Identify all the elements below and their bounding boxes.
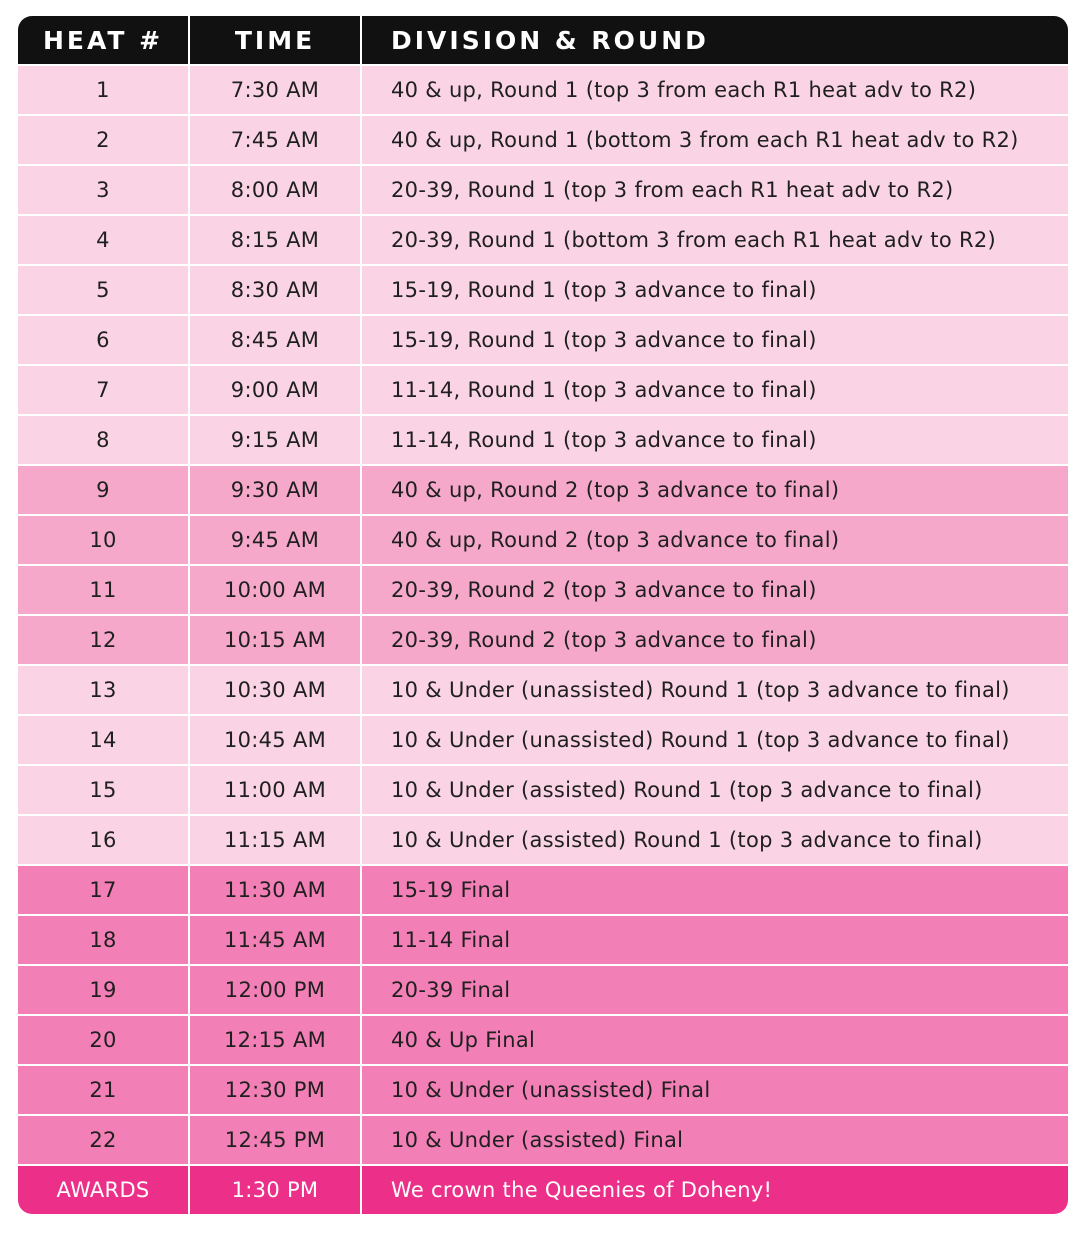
- time-cell: 7:30 AM: [190, 66, 362, 114]
- heat-cell: 11: [18, 566, 190, 614]
- heat-cell: 3: [18, 166, 190, 214]
- division-cell: 10 & Under (unassisted) Round 1 (top 3 advance to final): [391, 678, 1010, 702]
- heat-cell: 17: [18, 866, 190, 914]
- time-cell: 8:30 AM: [190, 266, 362, 314]
- table-row: [18, 214, 1068, 264]
- heat-cell: 4: [18, 216, 190, 264]
- division-cell: 10 & Under (assisted) Round 1 (top 3 advance to final): [391, 778, 983, 802]
- table-row: [18, 564, 1068, 614]
- heat-cell: 2: [18, 116, 190, 164]
- time-cell: 11:30 AM: [190, 866, 362, 914]
- time-cell: 1:30 PM: [190, 1166, 362, 1214]
- table-row: [18, 414, 1068, 464]
- division-cell: 15-19, Round 1 (top 3 advance to final): [391, 278, 817, 302]
- division-cell: 40 & up, Round 1 (bottom 3 from each R1 heat adv to R2): [391, 128, 1019, 152]
- awards-row: [18, 1164, 1068, 1214]
- heat-cell: 13: [18, 666, 190, 714]
- time-cell: 10:30 AM: [190, 666, 362, 714]
- division-cell: 20-39, Round 2 (top 3 advance to final): [391, 628, 817, 652]
- table-row: [18, 164, 1068, 214]
- header-heat: HEAT #: [18, 16, 190, 64]
- division-cell: 40 & Up Final: [391, 1028, 536, 1052]
- heat-cell: 15: [18, 766, 190, 814]
- division-cell: 20-39, Round 1 (bottom 3 from each R1 heat adv to R2): [391, 228, 996, 252]
- time-cell: 8:00 AM: [190, 166, 362, 214]
- table-row: [18, 1014, 1068, 1064]
- table-row: [18, 314, 1068, 364]
- heat-cell: 8: [18, 416, 190, 464]
- time-cell: 7:45 AM: [190, 116, 362, 164]
- time-cell: 9:00 AM: [190, 366, 362, 414]
- time-cell: 12:30 PM: [190, 1066, 362, 1114]
- table-row: [18, 264, 1068, 314]
- table-header-row: [18, 16, 1068, 64]
- heat-cell: 19: [18, 966, 190, 1014]
- division-cell: We crown the Queenies of Doheny!: [391, 1178, 773, 1202]
- heat-cell: 20: [18, 1016, 190, 1064]
- division-cell: 40 & up, Round 1 (top 3 from each R1 heat adv to R2): [391, 78, 977, 102]
- table-body: [18, 64, 1068, 1214]
- division-cell: 40 & up, Round 2 (top 3 advance to final): [391, 478, 840, 502]
- time-cell: 11:45 AM: [190, 916, 362, 964]
- division-cell: 10 & Under (assisted) Final: [391, 1128, 684, 1152]
- heat-cell: 22: [18, 1116, 190, 1164]
- division-cell: 10 & Under (unassisted) Final: [391, 1078, 711, 1102]
- heat-cell: 6: [18, 316, 190, 364]
- heat-cell: 9: [18, 466, 190, 514]
- heat-cell: 18: [18, 916, 190, 964]
- table-row: [18, 514, 1068, 564]
- division-cell: 15-19, Round 1 (top 3 advance to final): [391, 328, 817, 352]
- header-time: TIME: [190, 16, 362, 64]
- table-row: [18, 914, 1068, 964]
- division-cell: 11-14 Final: [391, 928, 511, 952]
- division-cell: 20-39, Round 2 (top 3 advance to final): [391, 578, 817, 602]
- time-cell: 9:30 AM: [190, 466, 362, 514]
- time-cell: 11:00 AM: [190, 766, 362, 814]
- header-division: DIVISION & ROUND: [391, 25, 709, 55]
- time-cell: 10:45 AM: [190, 716, 362, 764]
- division-cell: 15-19 Final: [391, 878, 511, 902]
- table-row: [18, 714, 1068, 764]
- time-cell: 12:45 PM: [190, 1116, 362, 1164]
- division-cell: 10 & Under (unassisted) Round 1 (top 3 advance to final): [391, 728, 1010, 752]
- table-row: [18, 114, 1068, 164]
- division-cell: 11-14, Round 1 (top 3 advance to final): [391, 428, 817, 452]
- table-row: [18, 764, 1068, 814]
- table-row: [18, 964, 1068, 1014]
- division-cell: 20-39, Round 1 (top 3 from each R1 heat adv to R2): [391, 178, 954, 202]
- time-cell: 9:45 AM: [190, 516, 362, 564]
- heat-cell: 10: [18, 516, 190, 564]
- division-cell: 40 & up, Round 2 (top 3 advance to final): [391, 528, 840, 552]
- table-row: [18, 614, 1068, 664]
- table-row: [18, 364, 1068, 414]
- time-cell: 11:15 AM: [190, 816, 362, 864]
- table-row: [18, 1064, 1068, 1114]
- time-cell: 10:00 AM: [190, 566, 362, 614]
- division-cell: 10 & Under (assisted) Round 1 (top 3 advance to final): [391, 828, 983, 852]
- time-cell: 8:15 AM: [190, 216, 362, 264]
- division-cell: 20-39 Final: [391, 978, 511, 1002]
- time-cell: 12:00 PM: [190, 966, 362, 1014]
- heat-cell: 16: [18, 816, 190, 864]
- heat-schedule-table: [18, 16, 1068, 1214]
- heat-cell: 7: [18, 366, 190, 414]
- heat-cell: 14: [18, 716, 190, 764]
- division-cell: 11-14, Round 1 (top 3 advance to final): [391, 378, 817, 402]
- heat-cell: 1: [18, 66, 190, 114]
- time-cell: 9:15 AM: [190, 416, 362, 464]
- table-row: [18, 664, 1068, 714]
- heat-cell: 21: [18, 1066, 190, 1114]
- table-row: [18, 64, 1068, 114]
- heat-cell: AWARDS: [18, 1166, 190, 1214]
- time-cell: 8:45 AM: [190, 316, 362, 364]
- table-row: [18, 464, 1068, 514]
- table-row: [18, 1114, 1068, 1164]
- heat-cell: 5: [18, 266, 190, 314]
- heat-cell: 12: [18, 616, 190, 664]
- time-cell: 12:15 AM: [190, 1016, 362, 1064]
- table-row: [18, 864, 1068, 914]
- time-cell: 10:15 AM: [190, 616, 362, 664]
- table-row: [18, 814, 1068, 864]
